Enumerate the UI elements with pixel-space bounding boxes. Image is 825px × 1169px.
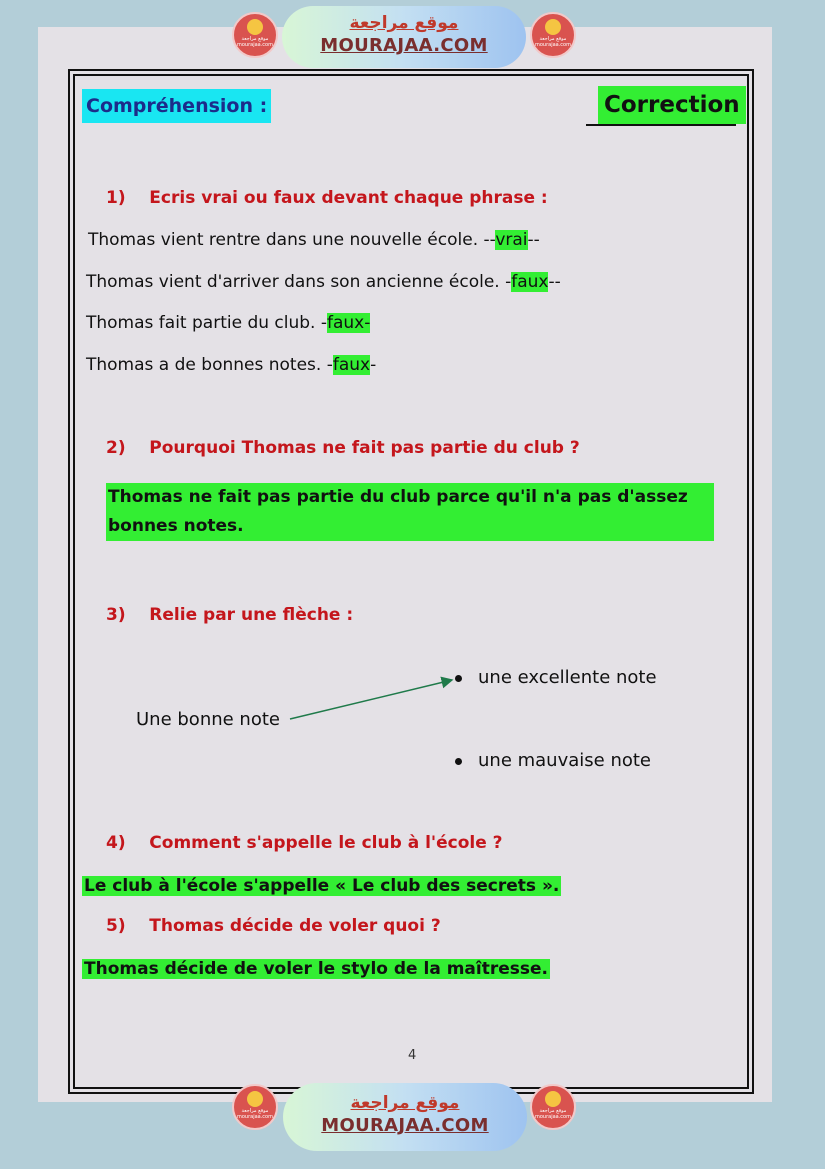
logo-icon bbox=[247, 1091, 263, 1107]
seal-text: موقع مراجعة mourajaa.com bbox=[236, 1108, 273, 1120]
logo-icon bbox=[545, 1091, 561, 1107]
match-left-item: Une bonne note bbox=[136, 709, 280, 730]
page-number: 4 bbox=[408, 1048, 417, 1063]
statement-tail: - bbox=[370, 355, 377, 375]
statement-answer: faux bbox=[511, 272, 549, 292]
question-number: 5) bbox=[106, 916, 126, 936]
arrow-line bbox=[290, 680, 452, 719]
logo-seal-left-bottom bbox=[232, 1084, 278, 1130]
question-number: 3) bbox=[106, 605, 126, 625]
statement-tail: -- bbox=[527, 230, 540, 250]
statement-text: Thomas vient rentre dans une nouvelle école. -- bbox=[88, 230, 496, 250]
statement-tail: -- bbox=[548, 272, 561, 292]
statement-text: Thomas fait partie du club. - bbox=[86, 313, 327, 333]
question-prompt: Comment s'appelle le club à l'école ? bbox=[149, 833, 503, 853]
site-badge-bottom[interactable] bbox=[283, 1083, 527, 1151]
question-5 bbox=[106, 916, 441, 936]
site-arabic-name: موقع مراجعة bbox=[350, 1093, 460, 1113]
question-4 bbox=[106, 833, 503, 853]
statement-text: Thomas vient d'arriver dans son ancienne école. - bbox=[86, 272, 512, 292]
section-title: Compréhension : bbox=[82, 89, 271, 123]
match-right-item-1: une excellente note bbox=[478, 667, 657, 688]
statement-answer: faux bbox=[332, 355, 371, 375]
logo-seal-right-bottom bbox=[530, 1084, 576, 1130]
answer-4-row bbox=[82, 872, 561, 900]
answer-2: Thomas ne fait pas partie du club parce qu'il n'a pas d'assez bonnes notes. bbox=[106, 483, 714, 541]
seal-text: موقع مراجعة mourajaa.com bbox=[534, 1108, 571, 1120]
question-number: 4) bbox=[106, 833, 126, 853]
site-url[interactable]: MOURAJAA.COM bbox=[321, 1115, 489, 1136]
question-number: 2) bbox=[106, 438, 126, 458]
question-prompt: Thomas décide de voler quoi ? bbox=[149, 916, 441, 936]
question-number: 1) bbox=[106, 188, 126, 208]
site-arabic-name: موقع مراجعة bbox=[349, 13, 459, 33]
match-right-item-2: une mauvaise note bbox=[478, 750, 651, 771]
answer-5-row bbox=[82, 955, 550, 983]
answer-4: Le club à l'école s'appelle « Le club des secrets ». bbox=[84, 876, 560, 896]
question-prompt: Relie par une flèche : bbox=[149, 605, 354, 625]
question-prompt: Ecris vrai ou faux devant chaque phrase : bbox=[149, 188, 548, 208]
seal-text: موقع مراجعة mourajaa.com bbox=[236, 36, 273, 48]
seal-text: موقع مراجعة mourajaa.com bbox=[534, 36, 571, 48]
answer-5: Thomas décide de voler le stylo de la maîtresse. bbox=[84, 959, 548, 979]
statement-text: Thomas a de bonnes notes. - bbox=[86, 355, 333, 375]
statement-answer: faux- bbox=[327, 313, 371, 333]
site-url[interactable]: MOURAJAA.COM bbox=[320, 35, 488, 56]
question-prompt: Pourquoi Thomas ne fait pas partie du club ? bbox=[149, 438, 580, 458]
statement-answer: vrai bbox=[495, 230, 528, 250]
correction-label: Correction bbox=[598, 86, 746, 124]
